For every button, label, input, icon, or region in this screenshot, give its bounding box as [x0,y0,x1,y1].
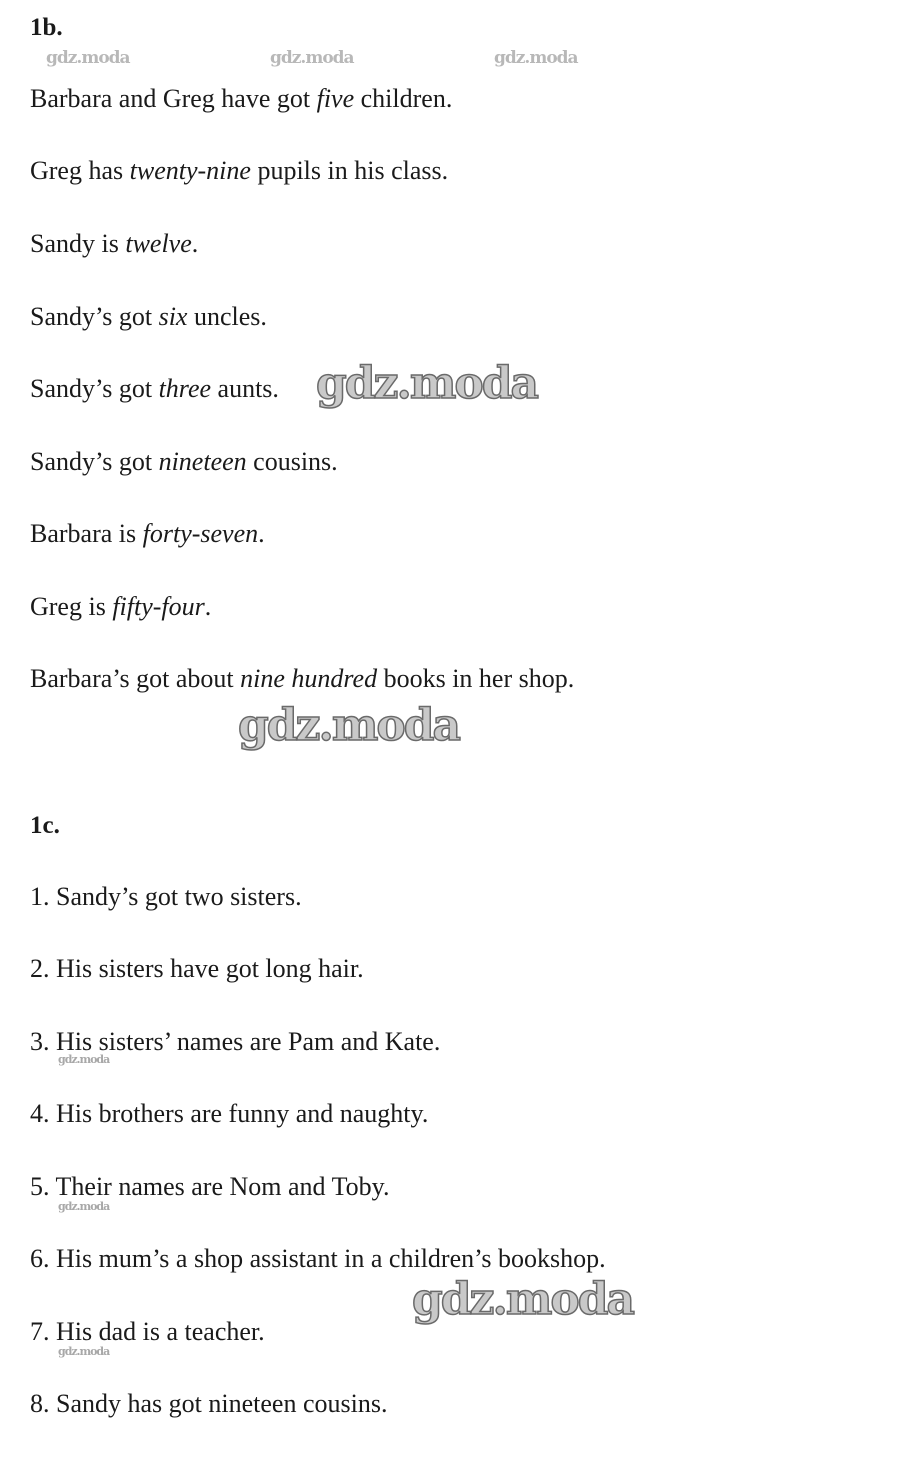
answer-line: 7. His dad is a teacher. [30,1317,265,1346]
answer-line: 2. His sisters have got long hair. [30,954,364,983]
answer-line: Sandy’s got nineteen cousins. [30,447,338,476]
watermark-logo: gdz.moda [270,48,354,68]
answer-line: 5. Their names are Nom and Toby. [30,1172,390,1201]
answer-line: Sandy’s got three aunts. [30,374,279,403]
answer-line: Greg has twenty-nine pupils in his class. [30,156,449,185]
answer-line: Barbara and Greg have got five children. [30,84,453,113]
answer-line: 6. His mum’s a shop assistant in a children’s bookshop. [30,1244,606,1273]
heading-1c: 1c. [30,812,60,839]
answer-line: Sandy’s got six uncles. [30,302,267,331]
answer-line: 8. Sandy has got nineteen cousins. [30,1389,388,1418]
watermark-logo: gdz.moda [316,358,538,409]
watermark-logo: gdz.moda [46,48,130,68]
watermark-logo: gdz.moda [58,1053,110,1066]
answer-line: Barbara’s got about nine hundred books in her shop. [30,664,575,693]
watermark-logo: gdz.moda [58,1345,110,1358]
answer-line: Sandy is twelve. [30,229,199,258]
answer-line: 4. His brothers are funny and naughty. [30,1099,429,1128]
watermark-logo: gdz.moda [494,48,578,68]
answer-line: Barbara is forty-seven. [30,519,265,548]
watermark-logo: gdz.moda [412,1274,634,1325]
answer-line: Greg is fifty-four. [30,592,212,621]
heading-1b: 1b. [30,14,63,41]
answer-line: 1. Sandy’s got two sisters. [30,882,302,911]
answer-line: 3. His sisters’ names are Pam and Kate. [30,1027,441,1056]
watermark-logo: gdz.moda [238,700,460,751]
watermark-logo: gdz.moda [58,1200,110,1213]
